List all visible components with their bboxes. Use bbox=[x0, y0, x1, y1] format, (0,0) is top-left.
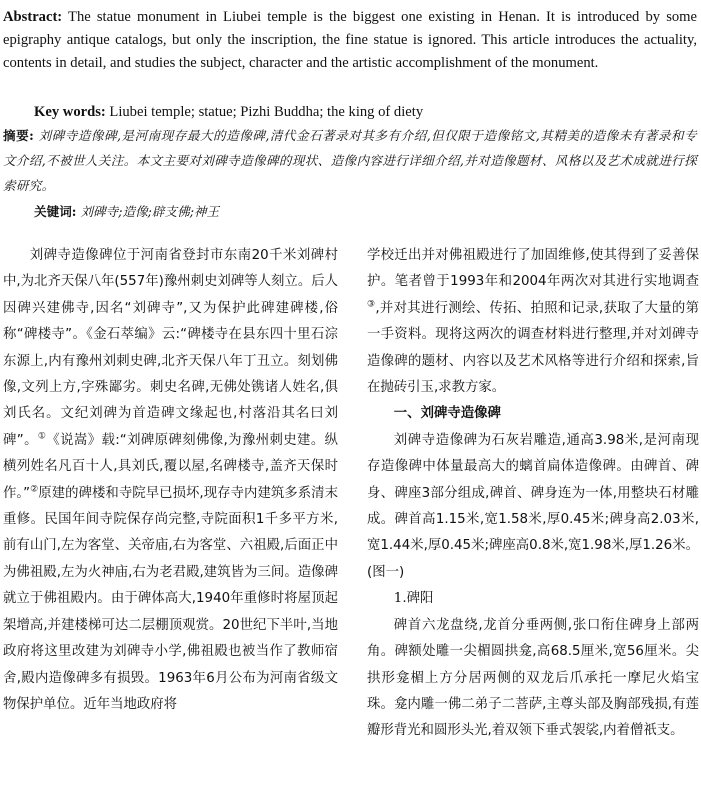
abstract-english-text: The statue monument in Liubei temple is the biggest one existing in Henan. It is introduced by some epigraphy antique catalogs, but only the inscription, the fine statue is ignored. This article introduces the actuality, contents in detail, and studies the subject, character and the artistic accomplishment of the monument. bbox=[3, 9, 697, 71]
body-text: 《说嵩》载:“刘碑原碑刻佛像,为豫州刺史建。纵横列姓名凡百十人,具刘氏,覆以屋,名碑楼寺,盖齐天保时作。” bbox=[3, 432, 338, 501]
body-paragraph bbox=[367, 243, 699, 401]
body-column-left bbox=[3, 243, 338, 718]
body-column-right bbox=[367, 243, 699, 745]
body-text: ,并对其进行测绘、传拓、拍照和记录,获取了大量的第一手资料。现将这两次的调查材料进行整理,并对刘碑寺造像碑的题材、内容以及艺术风格等进行介绍和探索,旨在抛砖引玉,求教方家。 bbox=[367, 300, 699, 396]
keywords-english-label: Key words: bbox=[34, 104, 106, 120]
keywords-english bbox=[34, 101, 698, 123]
body-text: 原建的碑楼和寺院早已损坏,现存寺内建筑多系清末重修。民国年间寺院保存尚完整,寺院面积1千多平方米,前有山门,左为客堂、关帝庙,右为客堂、六祖殿,后面正中为佛祖殿,左为火神庙,右为老君殿,建筑皆为三间。造像碑就立于佛祖殿内。由于碑体高大,1940年重修时将屋顶起架增高,并建楼梯可达二层棚顶观赏。20世纪下半叶,当地政府将这里改建为刘碑寺小学,佛祖殿也被当作了教师宿舍,殿内造像碑多有损毁。1963年6月公布为河南省级文物保护单位。近年当地政府将 bbox=[3, 485, 338, 712]
section-heading: 一、刘碑寺造像碑 bbox=[393, 406, 501, 422]
keywords-chinese-label: 关键词: bbox=[34, 204, 77, 219]
body-paragraph bbox=[3, 243, 338, 718]
body-text: 刘碑寺造像碑位于河南省登封市东南20千米刘碑村中,为北齐天保八年(557年)豫州刺史刘碑等人刻立。后人因碑兴建佛寺,因名“刘碑寺”,又为保护此碑建碑楼,俗称“碑楼寺”。《金石萃编》云:“碑楼寺在县东四十里石淙东源上,内有豫州刘刺史碑,北齐天保八年丁丑立。刻划佛像,文列上方,字殊鄙劣。刺史名碑,无佛处镌诸人姓名,俱刘氏名。文纪刘碑为首造碑文缘起也,村落沿其名曰刘碑”。 bbox=[3, 248, 338, 448]
footnote-ref[interactable]: ① bbox=[37, 431, 47, 442]
abstract-chinese-label: 摘要: bbox=[3, 128, 35, 143]
abstract-english-label: Abstract: bbox=[3, 9, 63, 25]
abstract-chinese-text: 刘碑寺造像碑,是河南现存最大的造像碑,清代金石著录对其多有介绍,但仅限于造像铭文,其精美的造像未有著录和专文介绍,不被世人关注。本文主要对刘碑寺造像碑的现状、造像内容进行详细介绍,并对造像题材、风格以及艺术成就进行探索研究。 bbox=[3, 128, 697, 193]
keywords-chinese-text: 刘碑寺;造像;辟支佛;神王 bbox=[80, 204, 220, 219]
footnote-ref[interactable]: ③ bbox=[367, 299, 376, 310]
body-paragraph: 碑首六龙盘绕,龙首分垂两侧,张口衔住碑身上部两角。碑额处雕一尖楣圆拱龛,高68.5厘米,宽56厘米。尖拱形龛楣上方分居两侧的双龙后爪承托一摩尼火焰宝珠。龛内雕一佛二弟子二菩萨,主尊头部及胸部残损,有莲瓣形背光和圆形头光,着双领下垂式袈裟,内着僧祇支。 bbox=[367, 617, 699, 739]
keywords-english-text: Liubei temple; statue; Pizhi Buddha; the king of diety bbox=[109, 104, 424, 120]
abstract-english bbox=[3, 6, 697, 75]
footnote-ref[interactable]: ② bbox=[30, 484, 39, 495]
body-text: 学校迁出并对佛祖殿进行了加固维修,使其得到了妥善保护。笔者曾于1993年和2004年两次对其进行实地调查 bbox=[367, 248, 699, 290]
abstract-chinese bbox=[3, 123, 697, 198]
subsection-heading: 1.碑阳 bbox=[393, 591, 434, 607]
keywords-chinese bbox=[34, 199, 698, 224]
body-paragraph: 刘碑寺造像碑为石灰岩雕造,通高3.98米,是河南现存造像碑中体量最高大的螭首扁体造像碑。由碑首、碑身、碑座3部分组成,碑首、碑身连为一体,用整块石材雕成。碑首高1.15米,宽1.58米,厚0.45米;碑身高2.03米,宽1.44米,厚0.45米;碑座高0.8米,宽1.98米,厚1.26米。(图一) bbox=[367, 432, 699, 580]
